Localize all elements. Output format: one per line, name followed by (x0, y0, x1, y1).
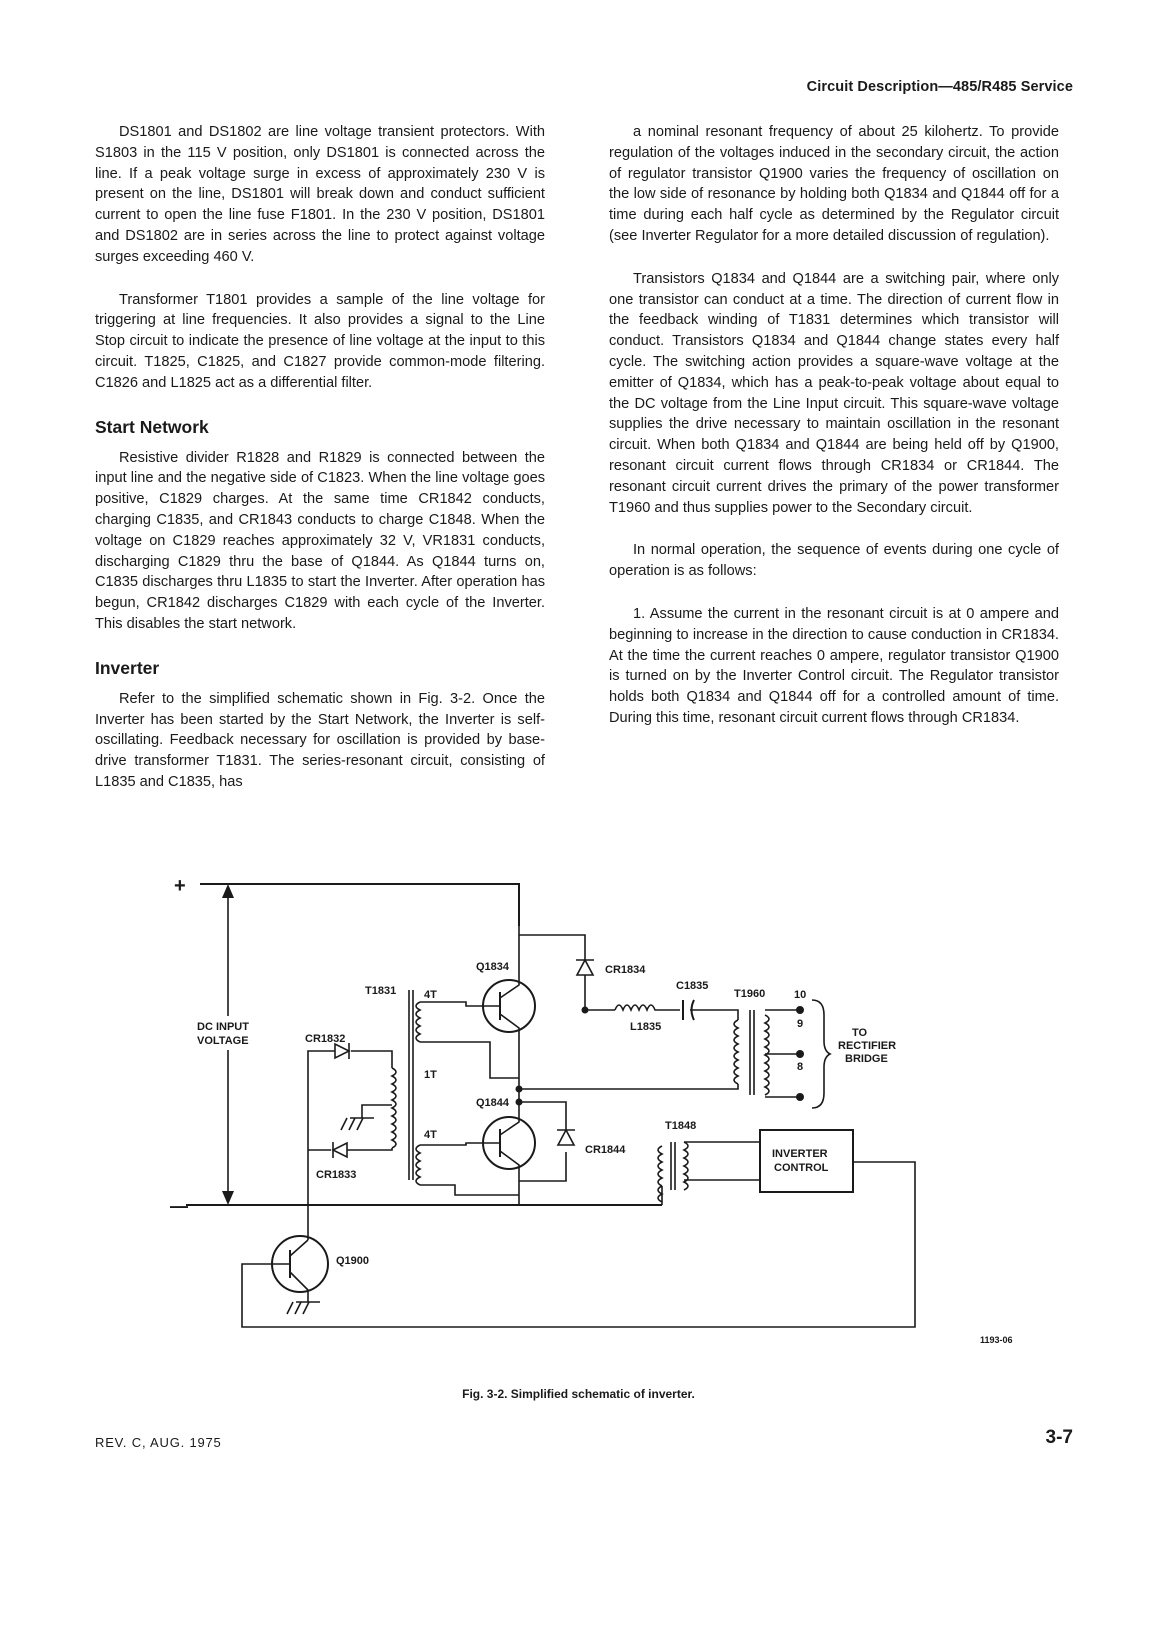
dc-input-label: DC INPUT (197, 1021, 249, 1033)
paragraph-start-network: Resistive divider R1828 and R1829 is connected between the input line and the negative side of C1823. When the line voltage goes positive, C1829 charges. At the same time CR1842 conducts, charging C1835, and CR1843 conducts to charge C1848. When the voltage on C1829 reaches approximately 32 V, VR1831 conducts, discharging C1829 thru the base of Q1844. As Q1844 turns on, C1835 discharges thru L1835 to start the Inverter. After operation has begun, CR1842 discharges C1829 with each cycle of the Inverter. This disables the start network. (95, 449, 545, 632)
heading-start-network: Start Network (95, 416, 209, 437)
pin-10-dot (796, 1006, 804, 1014)
dc-input-label-2: VOLTAGE (197, 1035, 249, 1047)
paragraph-inverter: Refer to the simplified schematic shown in Fig. 3-2. Once the Inverter has been started by the Start Network, the Inverter is self-oscillating. Feedback necessary for oscillation is provided by base-drive transformer T1831. The series-resonant circuit, consisting of L1835 and C1835, has (95, 690, 545, 790)
t1848-left-winding (658, 1146, 662, 1205)
q1834-base-lead (420, 1002, 500, 1006)
pin-9-label: 9 (797, 1018, 804, 1030)
paragraph-transformer-t1801: Transformer T1801 provides a sample of the line voltage for triggering at line frequencies. It also provides a signal to the Line Stop circuit to indicate the presence of line voltage at the input to this circuit. T1825, C1825, and C1827 provide common-mode filtering. C1826 and L1825 act as a differential filter. (95, 291, 545, 391)
c1835-label: C1835 (676, 980, 709, 992)
t1848-label: T1848 (665, 1120, 697, 1132)
pin-9-dot (796, 1050, 804, 1058)
figure-id: 1193-06 (980, 1335, 1013, 1345)
l1835-coil (615, 1005, 680, 1010)
t1831-winding-top (416, 1002, 420, 1042)
t1960-primary (734, 1020, 738, 1084)
inverter-control-label: INVERTER (772, 1148, 828, 1160)
t1960-return (519, 1084, 738, 1089)
cr1832-diode (335, 1044, 349, 1058)
arrow-head-up (222, 884, 234, 898)
l1835-label: L1835 (630, 1021, 662, 1033)
t1848-right-winding (684, 1142, 688, 1190)
cr1844-wire (519, 1102, 566, 1181)
figure-caption: Fig. 3-2. Simplified schematic of inverter. (462, 1387, 695, 1401)
node-emitter (516, 1086, 523, 1093)
t1960-secondary (765, 1015, 769, 1095)
cr1834-wire-top (519, 935, 585, 960)
inverter-control-box (760, 1130, 853, 1192)
rectifier-label: RECTIFIER (838, 1040, 897, 1052)
right-column (609, 122, 1059, 751)
t1960-label: T1960 (734, 988, 766, 1000)
node-collector (516, 1099, 523, 1106)
q1844-label: Q1844 (476, 1097, 510, 1109)
turns-mid-label: 1T (424, 1069, 437, 1081)
heading-inverter: Inverter (95, 657, 160, 678)
inverter-schematic (0, 870, 1157, 1410)
paragraph-sequence-step-1: 1. Assume the current in the resonant circuit is at 0 ampere and beginning to increase in the direction to cause conduction in CR1834. At the time the current reaches 0 ampere, regulator transistor Q1900 is turned on by the Inverter Control circuit. The Regulator transistor holds both Q1834 and Q1844 off for a controlled amount of time. During this time, resonant circuit current flows through CR1834. (609, 605, 1059, 726)
t1831-label: T1831 (365, 985, 397, 997)
pin-8-label: 8 (797, 1061, 804, 1073)
cr1833-diode (333, 1143, 347, 1157)
ground-branch (362, 1105, 392, 1118)
turns-top-label: 4T (424, 989, 437, 1001)
positive-rail (200, 884, 519, 926)
running-head: Circuit Description—485/R485 Service (806, 79, 1073, 95)
bridge-label: BRIDGE (845, 1053, 888, 1065)
cr1844-label: CR1844 (585, 1144, 626, 1156)
paragraph-switching-pair: Transistors Q1834 and Q1844 are a switching pair, where only one transistor can conduct at a time. The direction of current flow in the feedback winding of T1831 determines which transistor will conduct. Transistors Q1834 and Q1844 change states every half cycle. The switching action provides a square-wave voltage at the emitter of Q1834, which has a peak-to-peak voltage about equal to the DC voltage from the Line Input circuit. This square-wave voltage supplies the drive necessary to maintain oscillation in the resonant circuit. When both Q1834 and Q1844 are being held off by Q1900, resonant circuit current flows through CR1834 or CR1844. The resonant circuit current drives the primary of the power transformer T1960 and thus supplies power to the Secondary circuit. (609, 270, 1059, 516)
q1844-emitter (500, 1151, 519, 1205)
plus-label: + (174, 875, 186, 897)
cr1834-diode (577, 960, 593, 975)
paragraph-normal-operation: In normal operation, the sequence of events during one cycle of operation is as follows: (609, 542, 1059, 580)
cr1833-label: CR1833 (316, 1169, 357, 1181)
to-label: TO (852, 1027, 868, 1039)
minus-label: — (170, 1196, 188, 1216)
t1848-leads (684, 1142, 760, 1180)
q1900-label: Q1900 (336, 1255, 370, 1267)
q1834-label: Q1834 (476, 961, 510, 973)
cr1834-label: CR1834 (605, 964, 646, 976)
control-output-wire (242, 1162, 915, 1327)
pin-10-label: 10 (794, 989, 807, 1001)
arrow-head-down (222, 1191, 234, 1205)
t1960-pin-wires (765, 1010, 800, 1097)
paragraph-transient-protectors: DS1801 and DS1802 are line voltage transient protectors. With S1803 in the 115 V position, only DS1801 is connected across the line. If a peak voltage surge in excess of approximately 230 V is present on the line, DS1801 will break down and conduct sufficient current to open the line fuse F1801. In the 230 V position, DS1801 and DS1802 are in series across the line to protect against voltage surges exceeding 460 V. (95, 124, 545, 265)
paragraph-resonant-frequency: a nominal resonant frequency of about 25 kilohertz. To provide regulation of the voltages induced in the secondary circuit, the action of regulator transistor Q1900 varies the frequency of oscillation on the low side of resonance by holding both Q1834 and Q1844 off for a time during each half cycle as determined by the Regulator circuit (see Inverter Regulator for a more detailed discussion of regulation). (609, 124, 1059, 244)
left-column (95, 122, 545, 815)
inverter-control-label-2: CONTROL (774, 1162, 829, 1174)
q1900-emitter (290, 1272, 308, 1302)
c1835-wire (690, 1010, 738, 1020)
page-number: 3-7 (1045, 1427, 1073, 1448)
q1844-base-lead (420, 1143, 500, 1145)
cr1832-label: CR1832 (305, 1033, 346, 1045)
revision-footer: REV. C, AUG. 1975 (95, 1435, 222, 1450)
t1831-winding-primary (392, 1068, 396, 1148)
cr1832-wire (308, 1051, 392, 1068)
pin-8-dot (796, 1093, 804, 1101)
cr1833-wire (308, 1148, 392, 1150)
ground-symbol-lower (287, 1302, 320, 1314)
cr1844-diode (558, 1130, 574, 1145)
bracket (812, 1000, 830, 1108)
t1831-winding-bottom (416, 1145, 420, 1185)
turns-bottom-label: 4T (424, 1129, 437, 1141)
t1831-bottom-return (420, 1185, 519, 1195)
ground-symbol-upper (341, 1118, 374, 1130)
q1900-collector (290, 1240, 308, 1256)
